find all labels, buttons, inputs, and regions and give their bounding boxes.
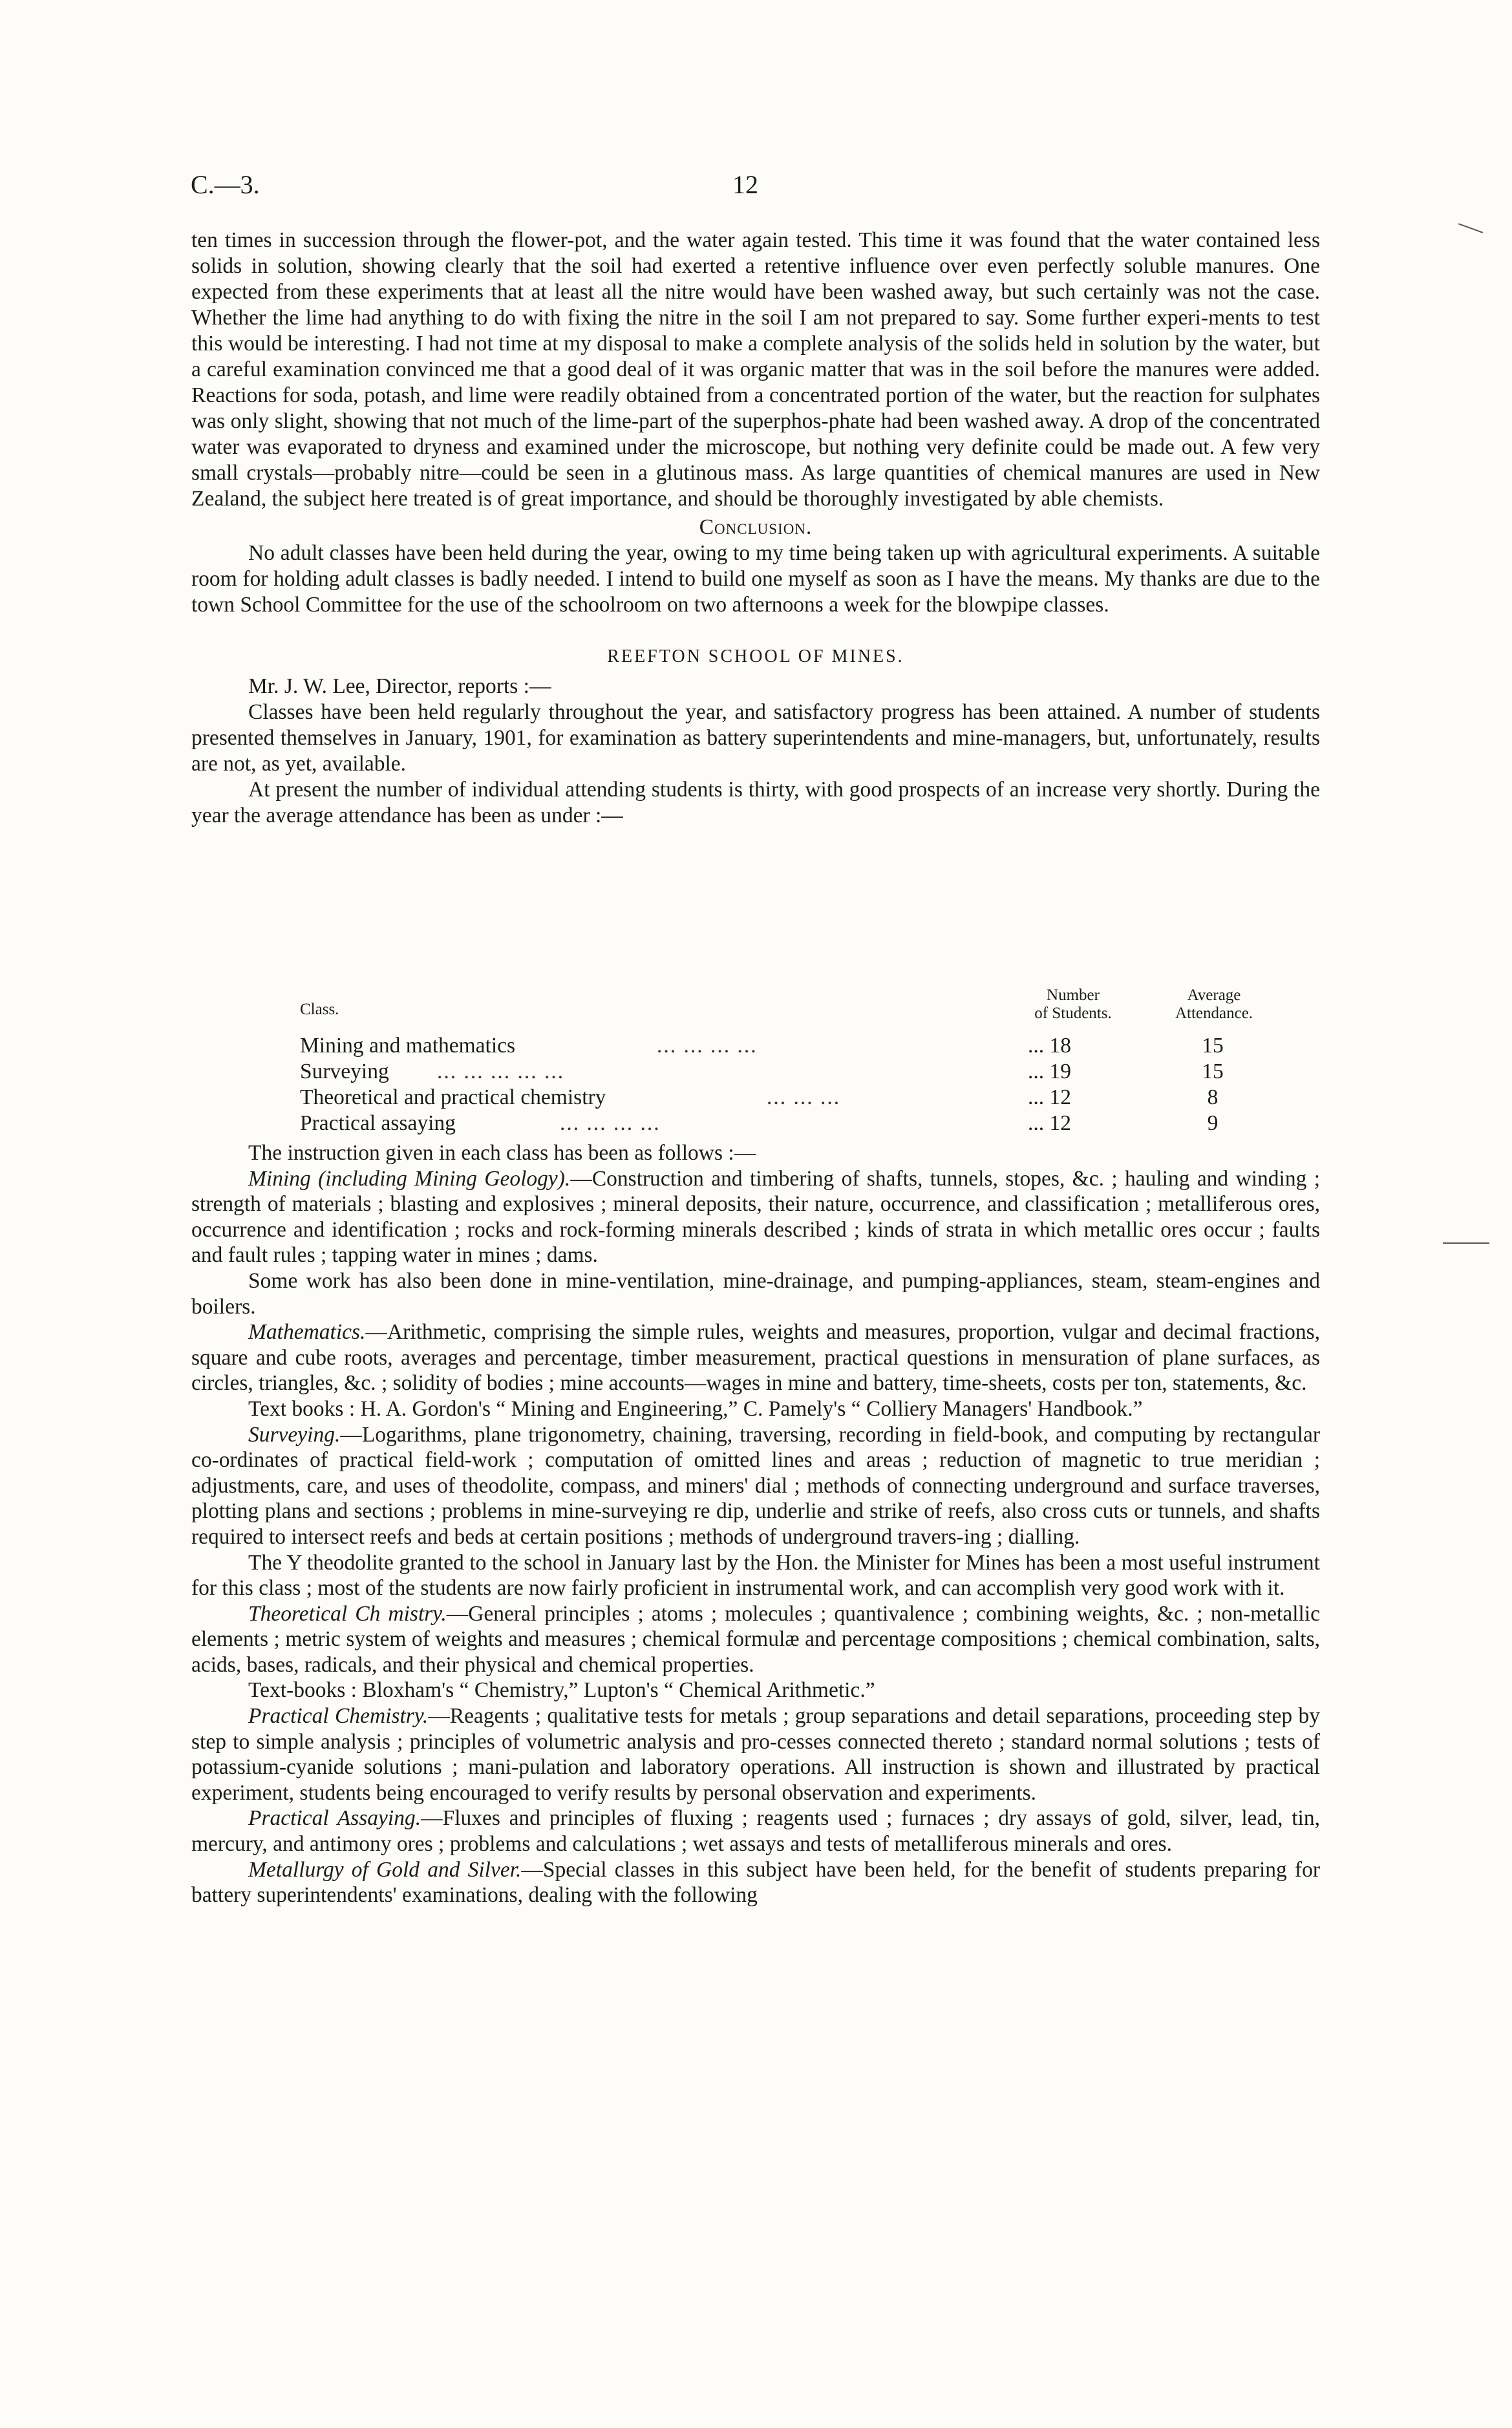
leader-dots: ... ... ... ... <box>657 1034 758 1058</box>
lower-text <box>191 1140 1320 1908</box>
col-average-header <box>1136 986 1292 1023</box>
student-count: ... 19 <box>1028 1060 1071 1083</box>
practical-assaying-text: —Fluxes and principles of fluxing ; reagents used ; furnaces ; dry assays of gold, silver, lead, tin, mercury, and antimony ores ; problems and calculations ; wet assays and tests of metalliferous minerals and ores. <box>191 1806 1320 1857</box>
practical-assaying-label: Practical Assaying. <box>248 1806 421 1831</box>
mathematics-textbooks: Text books : H. A. Gordon's “ Mining and Engineering,” C. Pamely's “ Colliery Managers' Handbook.” <box>248 1396 1143 1421</box>
col-average-line2: Attendance. <box>1175 1005 1253 1022</box>
col-number-line2: of Students. <box>1034 1005 1112 1022</box>
attendance-paragraph: At present the number of individual attending students is thirty, with good prospects of an increase very shortly. During the year the average attendance has been as under :— <box>191 778 1320 827</box>
report-code: C.—3. <box>191 170 260 199</box>
class-name: Practical assaying <box>300 1111 456 1135</box>
practical-chemistry-paragraph <box>191 1703 1320 1805</box>
col-number-line1: Number <box>1047 986 1100 1004</box>
surveying-paragraph <box>191 1422 1320 1550</box>
class-name: Surveying <box>300 1060 389 1083</box>
surveying-label: Surveying. <box>248 1422 341 1447</box>
student-count: ... 12 <box>1028 1111 1071 1135</box>
surveying-text: —Logarithms, plane trigonometry, chaining, traversing, recording in field-book, and computing by rectangular co-ordinates of practical field-work ; computation of omitted lines and areas ; reduction of magnetic to true meridian ; adjustments, care, and uses of theodolite, compass, and miners' dial ; methods of connecting underground and surface traverses, plotting plans and sections ; problems in mine-surveying re dip, underlie and strike of reefs, also cross cuts or tunnels, and shafts required to intersect reefs and beds at certain positions ; methods of underground travers-ing ; dialling. <box>191 1422 1320 1549</box>
col-class-header: Class. <box>300 1001 339 1018</box>
col-average-line1: Average <box>1187 986 1241 1004</box>
metallurgy-text: —Special classes in this subject have been held, for the benefit of students preparing for battery superintendents' examinations, dealing with the following <box>191 1857 1320 1908</box>
mathematics-paragraph <box>191 1319 1320 1396</box>
metallurgy-label: Metallurgy of Gold and Silver. <box>248 1857 522 1882</box>
table-header <box>191 986 1320 1033</box>
table-row <box>191 1085 1320 1111</box>
average-attendance: 8 <box>1207 1085 1219 1109</box>
chemistry-textbooks: Text-books : Bloxham's “ Chemistry,” Lupton's “ Chemical Arithmetic.” <box>248 1678 875 1703</box>
mining-text: —Construction and timbering of shafts, tunnels, stopes, &c. ; hauling and winding ; strength of materials ; blasting and explosives ; mineral deposits, their nature, occurrence, and classification ; metalliferous ores, occurrence and identification ; rocks and rock-forming minerals described ; kinds of strata in which metallic ores occur ; faults and fault rules ; tapping water in mines ; dams. <box>191 1166 1320 1268</box>
attendance-table <box>191 986 1320 1136</box>
conclusion-paragraph: No adult classes have been held during the year, owing to my time being taken up with agricultural experiments. A suitable room for holding adult classes is badly needed. I intend to build one myself as soon as I have the means. My thanks are due to the town School Committee for the use of the schoolroom on two afternoons a week for the blowpipe classes. <box>191 541 1320 617</box>
practical-assaying-paragraph <box>191 1805 1320 1857</box>
section-title: REEFTON SCHOOL OF MINES. <box>607 646 904 666</box>
page-number: 12 <box>732 170 758 199</box>
margin-mark <box>1443 1242 1489 1244</box>
metallurgy-paragraph <box>191 1857 1320 1908</box>
instruction-intro: The instruction given in each class has been as follows :— <box>248 1141 756 1165</box>
mining-paragraph <box>191 1166 1320 1268</box>
practical-chemistry-label: Practical Chemistry. <box>248 1704 429 1729</box>
leader-dots: ... ... ... ... <box>560 1111 661 1135</box>
mathematics-label: Mathematics. <box>248 1320 366 1345</box>
mathematics-text: —Arithmetic, comprising the simple rules, weights and measures, proportion, vulgar and decimal fractions, square and cube roots, averages and percentage, timber measurement, practical questions in mensuration of plane surfaces, as circles, triangles, &c. ; solidity of bodies ; mine accounts—wages in mine and battery, time-sheets, costs per ton, statements, &c. <box>191 1320 1320 1396</box>
conclusion-heading: Conclusion. <box>699 515 813 539</box>
class-name: Mining and mathematics <box>300 1034 516 1058</box>
leader-dots: ... ... ... <box>767 1085 841 1109</box>
continuation-paragraph: ten times in succession through the flower-pot, and the water again tested. This time it was found that the water contained less solids in solution, showing clearly that the soil had exerted a retentive influence over even perfectly soluble manures. One expected from these experiments that at least all the nitre would have been washed away, but such certainly was not the case. Whether the lime had anything to do with fixing the nitre in the soil I am not prepared to say. Some further experi-ments to test this would be interesting. I had not time at my disposal to make a complete analysis of the solids held in solution by the water, but a careful examination convinced me that a good deal of it was organic matter that was in the soil before the manures were added. Reactions for soda, potash, and lime were readily obtained from a concentrated portion of the water, but the reaction for sulphates was only slight, showing that not much of the lime-part of the superphos-phate had been washed away. A drop of the concentrated water was evaporated to dryness and examined under the microscope, but nothing very definite could be made out. A few very small crystals—probably nitre—could be seen in a glutinous mass. As large quantities of chemical manures are used in New Zealand, the subject here treated is of great importance, and should be thoroughly investigated by able chemists. <box>191 228 1320 511</box>
classes-paragraph: Classes have been held regularly throughout the year, and satisfactory progress has been attained. A number of students presented themselves in January, 1901, for examination as battery superintendents and mine-managers, but, unfortunately, results are not, as yet, available. <box>191 700 1320 776</box>
theoretical-chemistry-text: —General principles ; atoms ; molecules ; quantivalence ; combining weights, &c. ; non-metallic elements ; metric system of weights and measures ; chemical formulæ and percentage compositions ; chemical combination, salts, acids, bases, radicals, and their physical and chemical properties. <box>191 1601 1320 1677</box>
theodolite-paragraph: The Y theodolite granted to the school in January last by the Hon. the Minister for Mines has been a most useful instrument for this class ; most of the students are now fairly proficient in instrumental work, and can accomplish very good work with it. <box>191 1550 1320 1601</box>
table-row <box>191 1033 1320 1059</box>
class-name: Theoretical and practical chemistry <box>300 1085 606 1109</box>
average-attendance: 15 <box>1202 1034 1224 1058</box>
leader-dots: ... ... ... ... ... <box>437 1060 565 1083</box>
upper-text <box>191 228 1320 829</box>
student-count: ... 18 <box>1028 1034 1071 1058</box>
student-count: ... 12 <box>1028 1085 1071 1109</box>
margin-mark <box>1458 223 1483 233</box>
table-row <box>191 1111 1320 1136</box>
practical-chemistry-text: —Reagents ; qualitative tests for metals ; group separations and detail separations, proceeding step by step to simple analysis ; principles of volumetric analysis and pro-cesses connected thereto ; standard normal solutions ; tests of potassium-cyanide solutions ; mani-pulation and laboratory operations. All instruction is shown and illustrated by practical experiment, students being encouraged to verify results by personal observation and experiments. <box>191 1704 1320 1805</box>
average-attendance: 15 <box>1202 1060 1224 1083</box>
theoretical-chemistry-label: Theoretical Ch mistry. <box>248 1601 447 1626</box>
mining-label: Mining (including Mining Geology). <box>248 1166 571 1191</box>
mining-extra-paragraph: Some work has also been done in mine-ventilation, mine-drainage, and pumping-appliances, steam, steam-engines and boilers. <box>191 1268 1320 1319</box>
table-row <box>191 1059 1320 1085</box>
col-number-header <box>996 986 1151 1023</box>
theoretical-chemistry-paragraph <box>191 1601 1320 1678</box>
director-line: Mr. J. W. Lee, Director, reports :— <box>248 674 551 698</box>
average-attendance: 9 <box>1207 1111 1219 1135</box>
